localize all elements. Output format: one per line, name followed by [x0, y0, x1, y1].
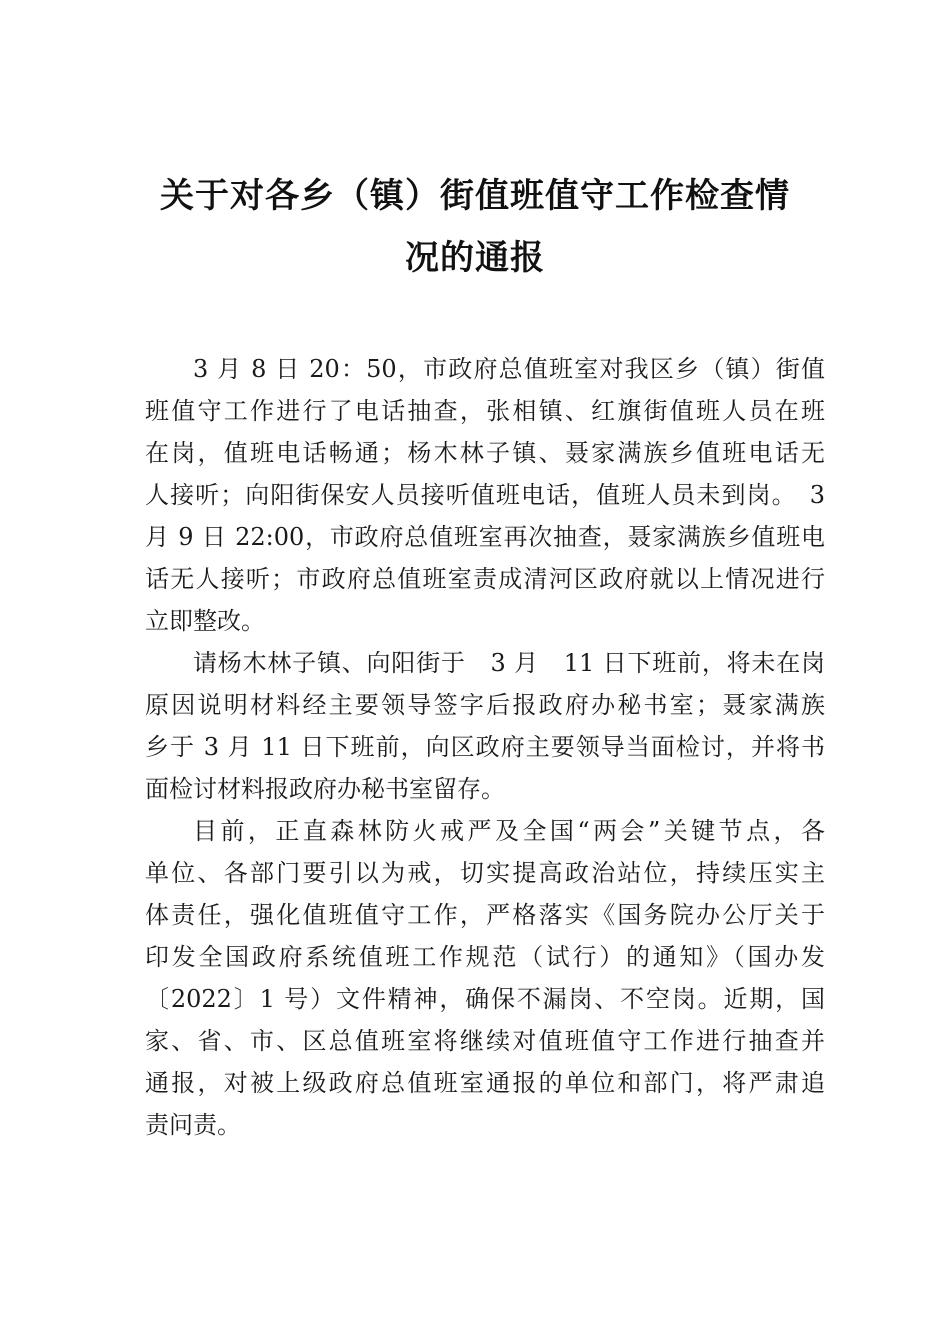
paragraph-line: 责问责。: [145, 1111, 241, 1139]
paragraph-line: 家、省、市、区总值班室将继续对值班值守工作进行抽查并: [145, 1027, 825, 1055]
paragraph-line: 请杨木林子镇、向阳街于 3 月 11 日下班前，将未在岗: [193, 649, 825, 677]
paragraph-line: 通报，对被上级政府总值班室通报的单位和部门，将严肃追: [145, 1069, 825, 1097]
paragraph-line: 班值守工作进行了电话抽查，张相镇、红旗街值班人员在班: [145, 397, 825, 425]
title-line: 况的通报: [405, 238, 545, 278]
paragraph-line: 目前，正直森林防火戒严及全国“两会”关键节点，各: [193, 817, 825, 845]
title-line: 关于对各乡（镇）街值班值守工作检查情: [160, 176, 790, 216]
paragraph-line: 原因说明材料经主要领导签字后报政府办秘书室；聂家满族: [145, 691, 825, 719]
document-title: [130, 165, 820, 289]
paragraph-line: 话无人接听；市政府总值班室责成清河区政府就以上情况进行: [145, 565, 825, 593]
paragraph-line: 立即整改。: [145, 607, 265, 635]
paragraph-line: 〔2022〕1 号）文件精神，确保不漏岗、不空岗。近期，国: [145, 985, 825, 1013]
paragraph-2: [145, 642, 825, 810]
paragraph-line: 体责任，强化值班值守工作，严格落实《国务院办公厅关于: [145, 901, 825, 929]
paragraph-line: 人接听；向阳街保安人员接听值班电话，值班人员未到岗。 3: [145, 481, 825, 509]
paragraph-line: 月 9 日 22:00，市政府总值班室再次抽查，聂家满族乡值班电: [145, 523, 825, 551]
paragraph-line: 在岗，值班电话畅通；杨木林子镇、聂家满族乡值班电话无: [145, 439, 825, 467]
paragraph-line: 单位、各部门要引以为戒，切实提高政治站位，持续压实主: [145, 859, 825, 887]
paragraph-line: 乡于 3 月 11 日下班前，向区政府主要领导当面检讨，并将书: [145, 733, 825, 761]
paragraph-1: [145, 348, 825, 642]
document-body: [145, 348, 825, 1146]
paragraph-line: 印发全国政府系统值班工作规范（试行）的通知》（国办发: [145, 943, 825, 971]
paragraph-3: [145, 810, 825, 1146]
paragraph-line: 面检讨材料报政府办秘书室留存。: [145, 775, 505, 803]
paragraph-line: 3 月 8 日 20：50，市政府总值班室对我区乡（镇）街值: [193, 355, 825, 383]
